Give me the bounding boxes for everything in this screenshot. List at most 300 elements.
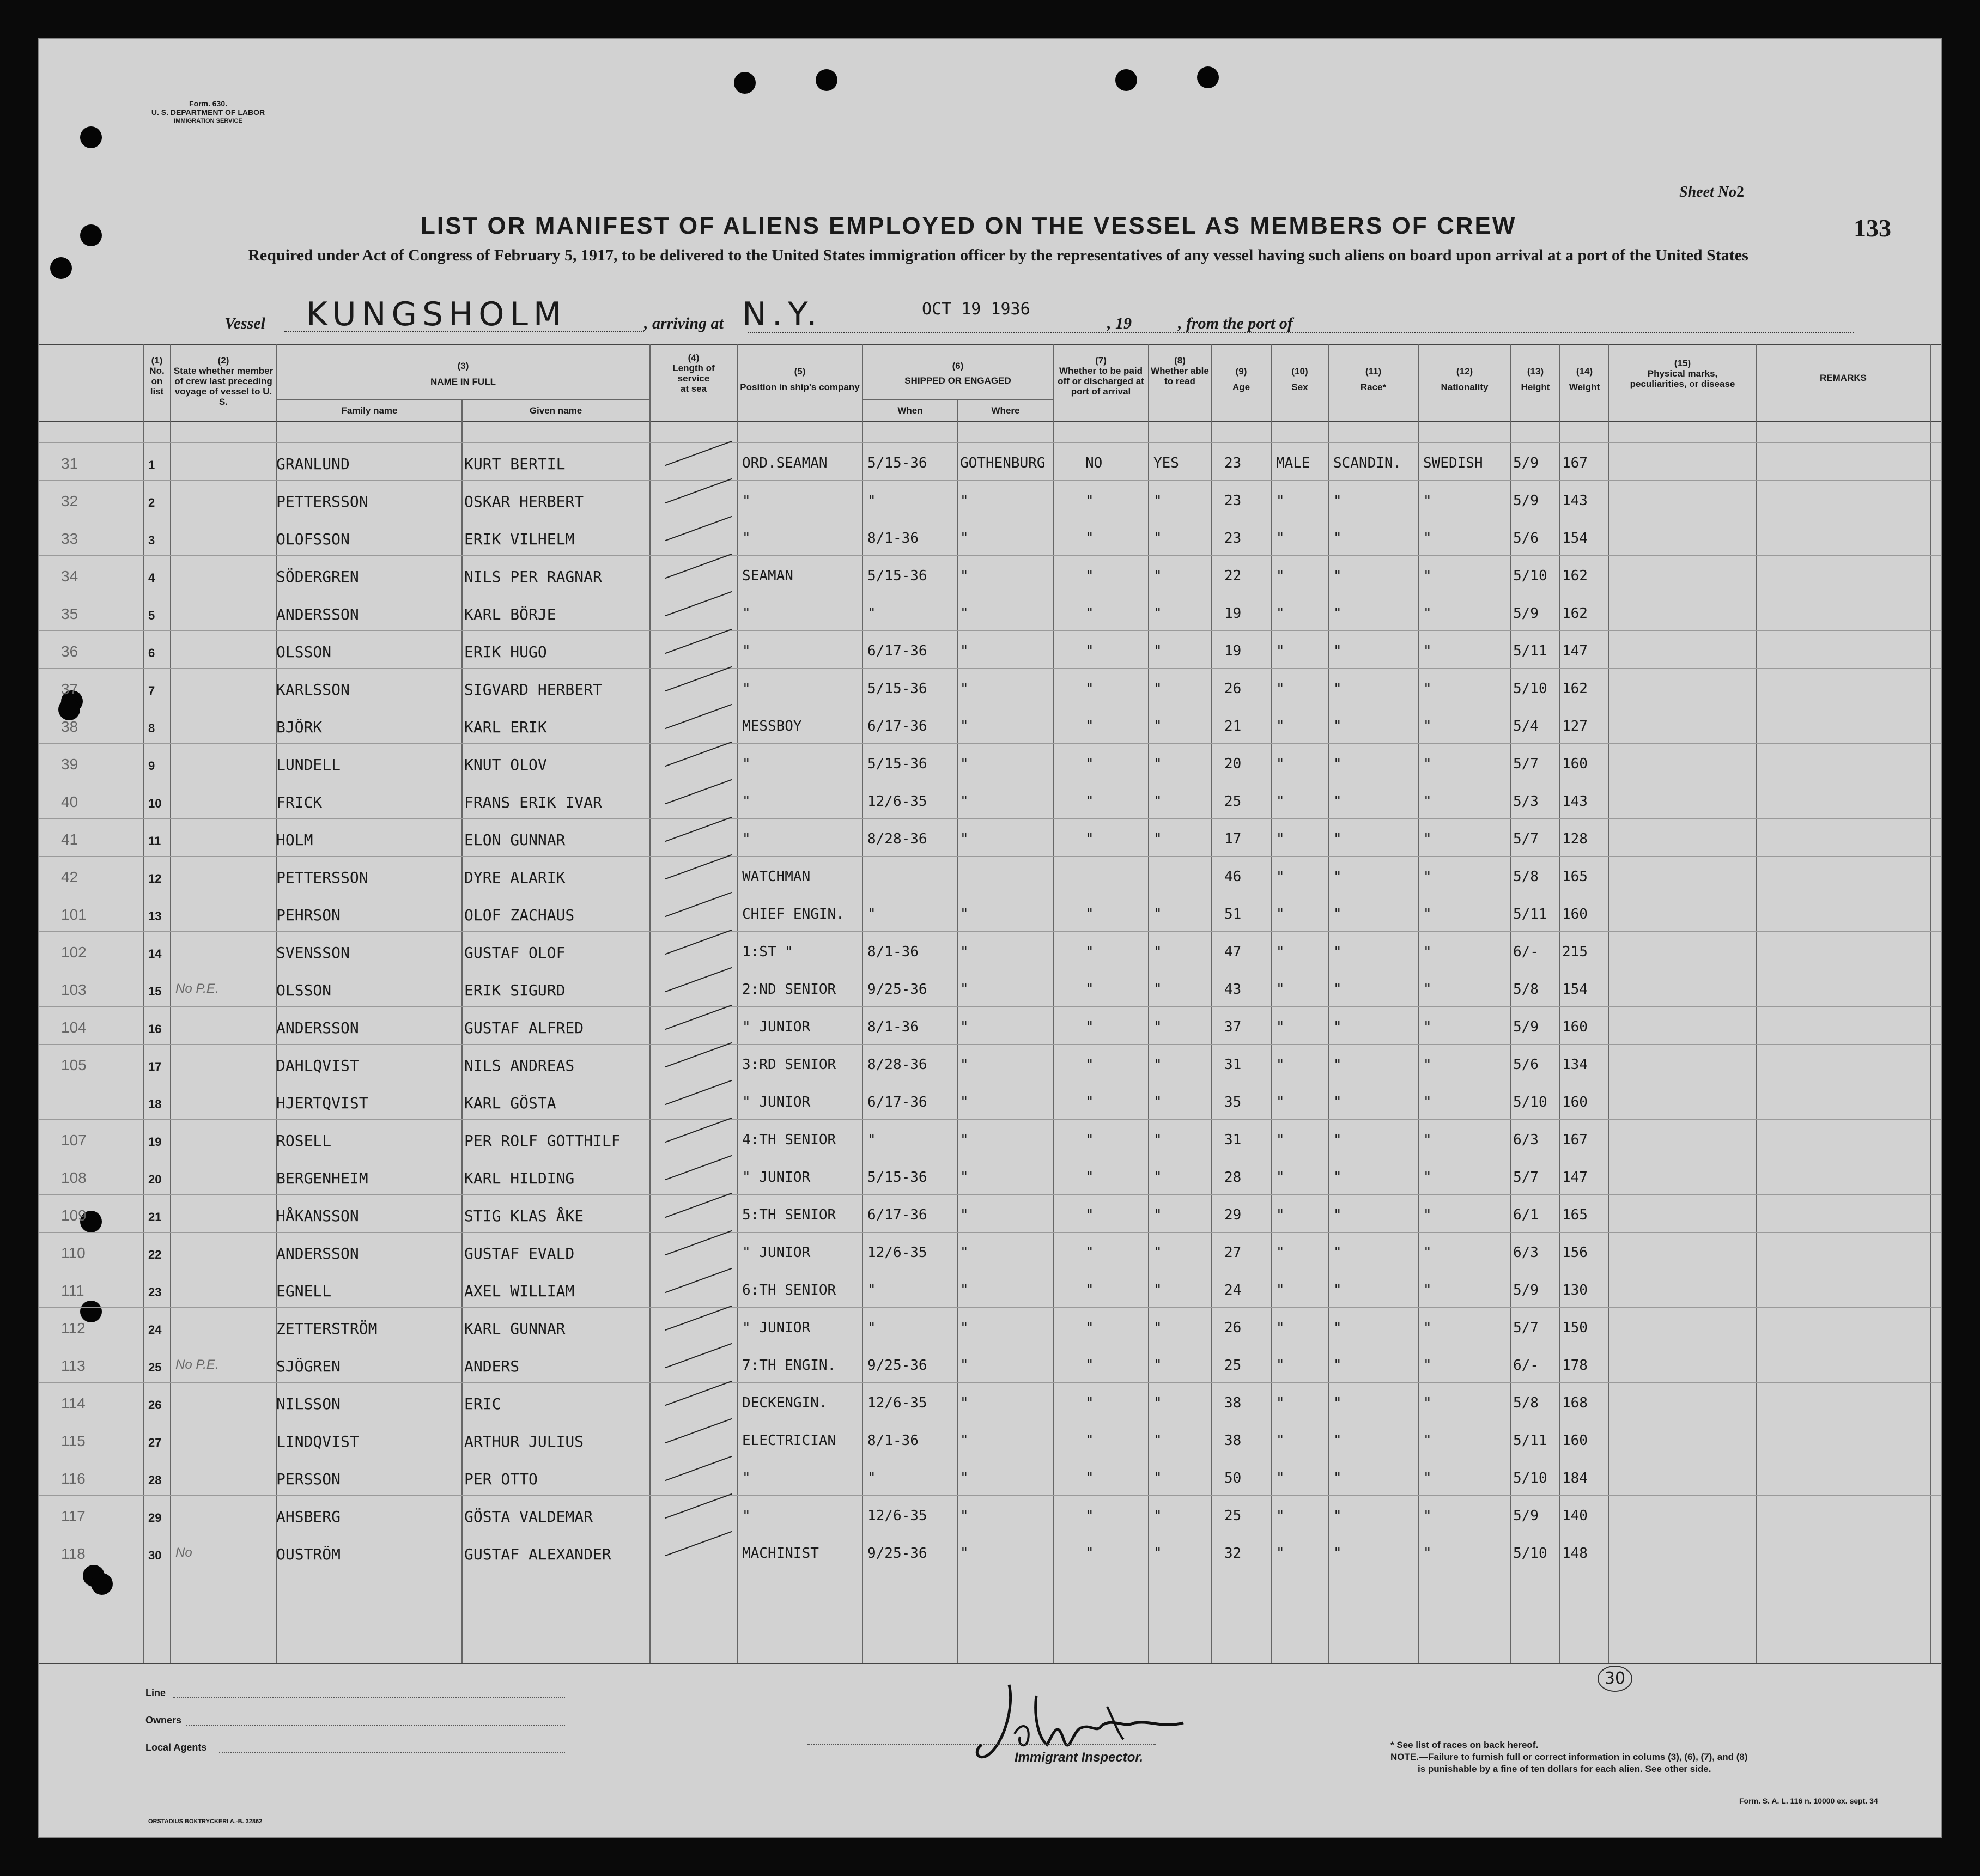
row-sex: " xyxy=(1276,1470,1285,1486)
row-race: " xyxy=(1333,718,1342,734)
service-length-mark xyxy=(665,1418,732,1443)
table-row xyxy=(39,1345,1941,1383)
service-length-mark xyxy=(665,1118,732,1143)
row-height: 5/11 xyxy=(1513,906,1547,922)
row-given-name: ERIK HUGO xyxy=(464,643,547,661)
row-given-name: ERIK VILHELM xyxy=(464,530,575,548)
row-race: " xyxy=(1333,869,1342,885)
table-row xyxy=(39,706,1941,744)
table-row xyxy=(39,1082,1941,1120)
owners-label: Owners xyxy=(145,1715,182,1726)
row-able-to-read: " xyxy=(1153,1545,1162,1562)
row-age: 25 xyxy=(1224,1357,1242,1374)
row-able-to-read: " xyxy=(1153,793,1162,810)
row-family-name: GRANLUND xyxy=(276,455,350,473)
row-able-to-read: " xyxy=(1153,1357,1162,1374)
row-family-name: PEHRSON xyxy=(276,906,341,924)
col-index: (7) xyxy=(1095,355,1107,366)
row-position: MESSBOY xyxy=(742,718,802,734)
row-position: " JUNIOR xyxy=(742,1320,811,1336)
row-line-number: 35 xyxy=(61,605,78,622)
row-race: " xyxy=(1333,1132,1342,1148)
row-family-name: EGNELL xyxy=(276,1282,332,1300)
row-sex: " xyxy=(1276,1320,1285,1336)
row-able-to-read: " xyxy=(1153,1282,1162,1298)
row-shipped-where: " xyxy=(960,1057,969,1073)
row-race: " xyxy=(1333,906,1342,922)
row-shipped-when: " xyxy=(867,1320,876,1336)
table-bottom-rule xyxy=(39,1663,1941,1664)
row-shipped-where: " xyxy=(960,1320,969,1336)
row-family-name: PERSSON xyxy=(276,1470,341,1488)
table-row xyxy=(39,1232,1941,1270)
row-able-to-read: " xyxy=(1153,1432,1162,1449)
row-shipped-when: 12/6-35 xyxy=(867,1244,927,1261)
row-nationality: " xyxy=(1423,493,1432,509)
sheet-label: Sheet No xyxy=(1679,184,1736,201)
row-race: SCANDIN. xyxy=(1333,455,1402,471)
row-position: " JUNIOR xyxy=(742,1244,811,1261)
row-race: " xyxy=(1333,1282,1342,1298)
row-race: " xyxy=(1333,793,1342,810)
row-list-number: 25 xyxy=(148,1361,162,1374)
row-shipped-when: 8/1-36 xyxy=(867,530,919,547)
table-row xyxy=(39,1194,1941,1233)
row-weight: 128 xyxy=(1562,831,1588,847)
table-row xyxy=(39,1458,1941,1496)
row-weight: 154 xyxy=(1562,530,1588,547)
row-age: 31 xyxy=(1224,1057,1242,1073)
row-weight: 143 xyxy=(1562,793,1588,810)
row-given-name: GUSTAF ALFRED xyxy=(464,1019,584,1037)
row-weight: 162 xyxy=(1562,681,1588,697)
row-family-name: ANDERSSON xyxy=(276,1244,359,1262)
row-list-number: 21 xyxy=(148,1210,162,1224)
row-shipped-when: " xyxy=(867,605,876,622)
col-index: (12) xyxy=(1456,366,1473,377)
punch-hole xyxy=(1197,66,1219,88)
row-position: " xyxy=(742,793,751,810)
row-shipped-when: 8/28-36 xyxy=(867,1057,927,1073)
row-family-name: BERGENHEIM xyxy=(276,1169,368,1187)
row-line-number: 105 xyxy=(61,1057,87,1073)
row-age: 47 xyxy=(1224,944,1242,960)
row-shipped-when: 9/25-36 xyxy=(867,981,927,998)
row-shipped-where: " xyxy=(960,1508,969,1524)
row-paid-off: NO xyxy=(1085,455,1103,471)
vessel-underline xyxy=(284,331,644,333)
row-sex: " xyxy=(1276,1169,1285,1186)
row-shipped-where: " xyxy=(960,1545,969,1562)
table-row xyxy=(39,442,1941,481)
row-sex: " xyxy=(1276,1508,1285,1524)
service-length-mark xyxy=(665,1381,732,1406)
row-height: 5/7 xyxy=(1513,1169,1539,1186)
row-paid-off: " xyxy=(1085,530,1094,547)
col-header-position xyxy=(738,366,862,392)
row-position: 3:RD SENIOR xyxy=(742,1057,836,1073)
row-line-number: 42 xyxy=(61,869,78,885)
total-count xyxy=(1598,1666,1632,1692)
row-given-name: STIG KLAS ÅKE xyxy=(464,1207,584,1225)
row-line-number: 118 xyxy=(61,1545,86,1562)
row-sex: " xyxy=(1276,1057,1285,1073)
col-title: Age xyxy=(1232,382,1250,392)
row-height: 5/7 xyxy=(1513,831,1539,847)
service-length-mark xyxy=(665,742,732,767)
service-length-mark xyxy=(665,666,732,691)
row-height: 5/10 xyxy=(1513,1094,1547,1110)
row-height: 5/9 xyxy=(1513,455,1539,471)
row-able-to-read: " xyxy=(1153,681,1162,697)
row-paid-off: " xyxy=(1085,831,1094,847)
row-shipped-when: 9/25-36 xyxy=(867,1357,927,1374)
table-row xyxy=(39,1382,1941,1420)
row-paid-off: " xyxy=(1085,643,1094,659)
row-shipped-when: 8/1-36 xyxy=(867,1432,919,1449)
total-value: 30 xyxy=(1604,1669,1626,1688)
row-family-name: LINDQVIST xyxy=(276,1432,359,1450)
row-able-to-read: " xyxy=(1153,1094,1162,1110)
service-length-mark xyxy=(665,591,732,616)
table-top-rule xyxy=(39,344,1941,345)
row-height: 5/8 xyxy=(1513,1395,1539,1411)
row-nationality: " xyxy=(1423,831,1432,847)
row-paid-off: " xyxy=(1085,718,1094,734)
service-length-mark xyxy=(665,629,732,654)
row-nationality: " xyxy=(1423,869,1432,885)
row-sex: " xyxy=(1276,1094,1285,1110)
row-list-number: 19 xyxy=(148,1135,162,1149)
row-race: " xyxy=(1333,568,1342,584)
table-row xyxy=(39,1270,1941,1308)
row-list-number: 10 xyxy=(148,797,162,810)
row-paid-off: " xyxy=(1085,1508,1094,1524)
table-row xyxy=(39,894,1941,932)
row-given-name: GUSTAF EVALD xyxy=(464,1244,575,1262)
service-length-mark xyxy=(665,1193,732,1218)
row-age: 35 xyxy=(1224,1094,1242,1110)
row-sex: " xyxy=(1276,981,1285,998)
row-shipped-when: 6/17-36 xyxy=(867,643,927,659)
col-header-age xyxy=(1212,366,1271,392)
row-paid-off: " xyxy=(1085,1282,1094,1298)
col-header-shipped xyxy=(863,361,1053,386)
service-length-mark xyxy=(665,1042,732,1067)
row-weight: 143 xyxy=(1562,493,1588,509)
row-list-number: 5 xyxy=(148,609,155,622)
row-shipped-where: " xyxy=(960,1282,969,1298)
row-weight: 215 xyxy=(1562,944,1588,960)
row-shipped-when: 9/25-36 xyxy=(867,1545,927,1562)
service-length-mark xyxy=(665,704,732,729)
row-given-name: NILS ANDREAS xyxy=(464,1057,575,1074)
row-age: 23 xyxy=(1224,455,1242,471)
row-given-name: KURT BERTIL xyxy=(464,455,566,473)
service-length-mark xyxy=(665,1230,732,1255)
row-able-to-read: " xyxy=(1153,643,1162,659)
sheet-number xyxy=(1679,184,1744,201)
row-sex: " xyxy=(1276,1207,1285,1223)
row-line-number: 116 xyxy=(61,1470,86,1487)
col-header-number xyxy=(144,355,170,397)
row-height: 5/10 xyxy=(1513,1470,1547,1486)
row-list-number: 13 xyxy=(148,909,162,923)
row-list-number: 30 xyxy=(148,1549,162,1562)
row-given-name: ARTHUR JULIUS xyxy=(464,1432,584,1450)
col-title: Race* xyxy=(1360,382,1387,392)
col-index: (13) xyxy=(1527,366,1544,377)
row-weight: 165 xyxy=(1562,869,1588,885)
row-race: " xyxy=(1333,605,1342,622)
col-title: Whether to be paid off or discharged at port of arrival xyxy=(1058,366,1144,397)
row-able-to-read: " xyxy=(1153,605,1162,622)
row-weight: 134 xyxy=(1562,1057,1588,1073)
row-list-number: 29 xyxy=(148,1511,162,1525)
row-shipped-where: " xyxy=(960,1432,969,1449)
row-list-number: 9 xyxy=(148,759,155,773)
row-shipped-where: " xyxy=(960,981,969,998)
row-nationality: " xyxy=(1423,681,1432,697)
row-age: 26 xyxy=(1224,681,1242,697)
row-line-number: 31 xyxy=(61,455,78,472)
row-shipped-where: " xyxy=(960,831,969,847)
row-position: 2:ND SENIOR xyxy=(742,981,836,998)
table-row xyxy=(39,1495,1941,1533)
row-paid-off: " xyxy=(1085,681,1094,697)
table-row xyxy=(39,630,1941,669)
row-list-number: 1 xyxy=(148,458,155,472)
row-nationality: " xyxy=(1423,756,1432,772)
row-list-number: 6 xyxy=(148,646,155,660)
row-weight: 160 xyxy=(1562,1094,1588,1110)
row-line-number: 33 xyxy=(61,530,78,547)
row-given-name: KARL GUNNAR xyxy=(464,1320,566,1338)
col-index: (6) xyxy=(952,361,964,371)
row-line-number: 117 xyxy=(61,1508,86,1525)
row-shipped-when: 5/15-36 xyxy=(867,756,927,772)
row-paid-off: " xyxy=(1085,1132,1094,1148)
row-nationality: SWEDISH xyxy=(1423,455,1483,471)
row-position: " xyxy=(742,643,751,659)
table-row xyxy=(39,1119,1941,1157)
row-given-name: PER ROLF GOTTHILF xyxy=(464,1132,621,1150)
row-list-number: 7 xyxy=(148,684,155,697)
row-shipped-when: 8/28-36 xyxy=(867,831,927,847)
row-nationality: " xyxy=(1423,1357,1432,1374)
table-row xyxy=(39,668,1941,706)
row-given-name: GUSTAF OLOF xyxy=(464,944,566,962)
form-number: Form. 630. xyxy=(189,99,228,108)
table-row xyxy=(39,518,1941,556)
row-paid-off: " xyxy=(1085,1357,1094,1374)
row-race: " xyxy=(1333,1019,1342,1035)
row-age: 20 xyxy=(1224,756,1242,772)
row-list-number: 26 xyxy=(148,1398,162,1412)
table-row xyxy=(39,856,1941,894)
col-title: No. on list xyxy=(149,366,165,397)
service-length-mark xyxy=(665,1155,732,1180)
row-family-name: DAHLQVIST xyxy=(276,1057,359,1074)
row-nationality: " xyxy=(1423,718,1432,734)
col-index: (14) xyxy=(1576,366,1593,377)
col-index: (8) xyxy=(1174,355,1186,366)
row-position: SEAMAN xyxy=(742,568,793,584)
row-shipped-where: " xyxy=(960,605,969,622)
col-header-family-name: Family name xyxy=(341,405,398,416)
service-name: IMMIGRATION SERVICE xyxy=(174,118,242,124)
row-given-name: FRANS ERIK IVAR xyxy=(464,793,602,811)
vessel-line-rule xyxy=(748,332,1854,334)
row-shipped-when: 5/15-36 xyxy=(867,455,927,471)
row-paid-off: " xyxy=(1085,793,1094,810)
row-shipped-where: " xyxy=(960,1207,969,1223)
row-position: ELECTRICIAN xyxy=(742,1432,836,1449)
row-weight: 162 xyxy=(1562,568,1588,584)
row-shipped-when: " xyxy=(867,1470,876,1486)
row-race: " xyxy=(1333,1545,1342,1562)
table-row xyxy=(39,1533,1941,1571)
row-sex: " xyxy=(1276,643,1285,659)
vessel-name: KUNGSHOLM xyxy=(306,295,567,333)
row-family-name: LUNDELL xyxy=(276,756,341,774)
row-position: " xyxy=(742,681,751,697)
col-header-read xyxy=(1149,355,1211,386)
row-shipped-where: " xyxy=(960,1132,969,1148)
table-row xyxy=(39,969,1941,1007)
service-length-mark xyxy=(665,1456,732,1481)
row-sex: " xyxy=(1276,605,1285,622)
col-header-service-length xyxy=(651,353,737,394)
row-able-to-read: " xyxy=(1153,718,1162,734)
row-shipped-where: " xyxy=(960,1019,969,1035)
service-length-mark xyxy=(665,1306,732,1331)
sheet-value: 2 xyxy=(1736,184,1744,201)
row-given-name: PER OTTO xyxy=(464,1470,538,1488)
row-list-number: 12 xyxy=(148,872,162,885)
table-row xyxy=(39,480,1941,518)
row-shipped-where: " xyxy=(960,568,969,584)
row-age: 46 xyxy=(1224,869,1242,885)
row-weight: 165 xyxy=(1562,1207,1588,1223)
row-family-name: ANDERSSON xyxy=(276,605,359,623)
row-line-number: 39 xyxy=(61,756,78,773)
footnote-races: * See list of races on back hereof. xyxy=(1390,1740,1539,1750)
row-position: " JUNIOR xyxy=(742,1169,811,1186)
row-nationality: " xyxy=(1423,1432,1432,1449)
department-name: U. S. DEPARTMENT OF LABOR xyxy=(151,108,265,117)
row-able-to-read: " xyxy=(1153,1057,1162,1073)
row-family-name: SVENSSON xyxy=(276,944,350,962)
row-shipped-where: " xyxy=(960,1357,969,1374)
service-length-mark xyxy=(665,1080,732,1105)
row-line-number: 32 xyxy=(61,493,78,509)
row-list-number: 27 xyxy=(148,1436,162,1449)
row-paid-off: " xyxy=(1085,568,1094,584)
col-header-name xyxy=(277,361,649,387)
service-length-mark xyxy=(665,1343,732,1368)
row-height: 5/7 xyxy=(1513,756,1539,772)
row-height: 5/10 xyxy=(1513,568,1547,584)
row-paid-off: " xyxy=(1085,756,1094,772)
row-weight: 160 xyxy=(1562,1432,1588,1449)
row-sex: " xyxy=(1276,1432,1285,1449)
row-sex: " xyxy=(1276,869,1285,885)
line-field xyxy=(173,1697,565,1699)
row-nationality: " xyxy=(1423,1057,1432,1073)
col-index: (5) xyxy=(794,366,806,377)
row-age: 28 xyxy=(1224,1169,1242,1186)
row-paid-off: " xyxy=(1085,1432,1094,1449)
punch-hole xyxy=(1115,69,1137,91)
row-weight: 154 xyxy=(1562,981,1588,998)
table-row xyxy=(39,1044,1941,1082)
col-title: Sex xyxy=(1291,382,1308,392)
service-length-mark xyxy=(665,554,732,579)
col-index: (15) xyxy=(1674,358,1691,368)
row-weight: 167 xyxy=(1562,1132,1588,1148)
row-list-number: 3 xyxy=(148,533,155,547)
row-height: 5/7 xyxy=(1513,1320,1539,1336)
row-sex: " xyxy=(1276,906,1285,922)
service-length-mark xyxy=(665,967,732,992)
row-race: " xyxy=(1333,1207,1342,1223)
row-age: 17 xyxy=(1224,831,1242,847)
col-index: (10) xyxy=(1291,366,1308,377)
col-title: State whether member of crew last preceding voyage of vessel to U. S. xyxy=(173,366,274,407)
row-sex: " xyxy=(1276,1282,1285,1298)
arriving-label: , arriving at xyxy=(644,314,724,332)
row-able-to-read: " xyxy=(1153,568,1162,584)
page-subtitle: Required under Act of Congress of February 5, 1917, to be delivered to the United States immigration officer by the representatives of any vessel having such aliens on board upon arrival at a port of the United States xyxy=(248,246,1748,264)
footnote xyxy=(1390,1739,1748,1775)
row-race: " xyxy=(1333,1244,1342,1261)
col-title: Nationality xyxy=(1441,382,1489,392)
row-nationality: " xyxy=(1423,944,1432,960)
row-able-to-read: " xyxy=(1153,493,1162,509)
punch-hole xyxy=(91,1573,113,1595)
row-able-to-read: " xyxy=(1153,1508,1162,1524)
col-header-given-name: Given name xyxy=(529,405,582,416)
row-weight: 167 xyxy=(1562,455,1588,471)
row-family-name: NILSSON xyxy=(276,1395,341,1413)
row-age: 24 xyxy=(1224,1282,1242,1298)
row-line-number: 38 xyxy=(61,718,78,735)
col-title: NAME IN FULL xyxy=(430,377,496,387)
row-height: 5/10 xyxy=(1513,1545,1547,1562)
row-weight: 168 xyxy=(1562,1395,1588,1411)
agents-label: Local Agents xyxy=(145,1742,207,1753)
row-line-number: 114 xyxy=(61,1395,86,1412)
row-shipped-where: " xyxy=(960,681,969,697)
row-given-name: ELON GUNNAR xyxy=(464,831,566,849)
row-paid-off: " xyxy=(1085,1395,1094,1411)
row-nationality: " xyxy=(1423,1094,1432,1110)
arrival-date: OCT 19 1936 xyxy=(922,300,1030,319)
col-title: SHIPPED OR ENGAGED xyxy=(904,375,1011,386)
row-race: " xyxy=(1333,831,1342,847)
table-row xyxy=(39,818,1941,857)
row-nationality: " xyxy=(1423,1244,1432,1261)
row-nationality: " xyxy=(1423,793,1432,810)
punch-hole xyxy=(80,126,102,148)
row-able-to-read: " xyxy=(1153,1132,1162,1148)
row-paid-off: " xyxy=(1085,1094,1094,1110)
row-race: " xyxy=(1333,756,1342,772)
row-shipped-where: " xyxy=(960,718,969,734)
col-index: (3) xyxy=(457,361,469,371)
printer-imprint: ORSTADIUS BOKTRYCKERI A.-B. 32862 xyxy=(148,1818,263,1825)
